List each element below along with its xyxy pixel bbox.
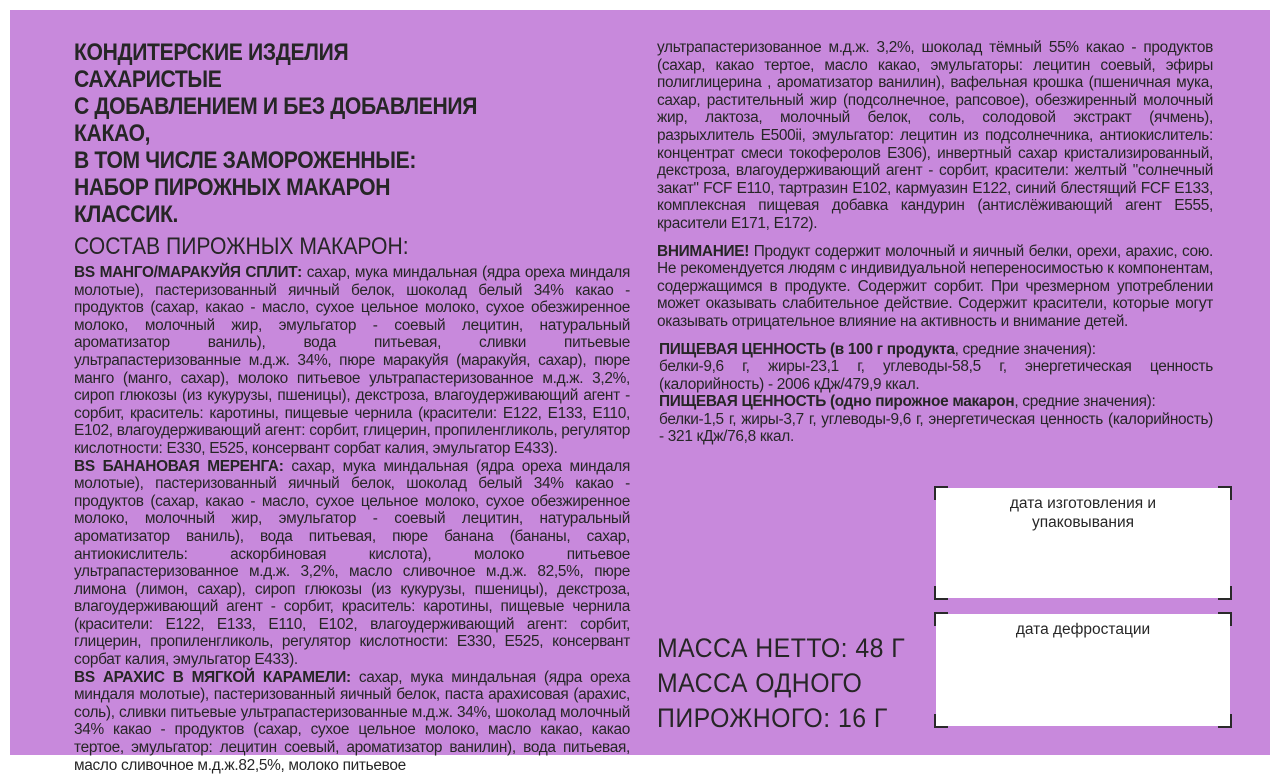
ingredient-text: сахар, мука миндальная (ядра ореха миндаля молотые), пастеризованный яичный белок, паста арахисовая (арахис, соль), сливки питьевые ультрапастеризованные м.д.ж. 34%, шоколад молочный 34% какао - продуктов (сахар, сухое цельное молоко, масло какао, какао тертое, эмульгатор: лецитин соевый, ароматизатор ванилин), вода питьевая, масло сливочное м.д.ж.82,5%, молоко питьевое (74, 668, 630, 774)
title-line: В ТОМ ЧИСЛЕ ЗАМОРОЖЕННЫЕ: (74, 147, 417, 174)
ingredient-continuation: ультрапастеризованное м.д.ж. 3,2%, шоколад тёмный 55% какао - продуктов (сахар, какао тертое, масло какао, эмульгаторы: лецитин соевый, эфиры полиглицерина , ароматизатор ванилин), вафельная крошка (пшеничная мука, сахар, растительный жир (подсолнечное, рапсовое), обезжиренный молочный жир, лактоза, молочный белок, соль, солодовой экстракт (ячмень), разрыхлитель Е500ii, эмульгатор: лецитин из подсолнечника, антиокислитель: концентрат смеси токоферолов Е306), инвертный сахар кристализированный, декстроза, влагоудерживающий агент - сорбит, красители: желтый "солнечный закат" FCF Е110, тартразин Е102, кармуазин Е122, синий блестящий FCF Е133, комплексная пищевая добавка кандурин (антислёживающий агент Е555, красители Е171, Е172). (657, 39, 1213, 232)
nutrition-basis: (в 100 г продукта (825, 340, 955, 358)
production-date-box (936, 488, 1230, 598)
production-date-label: дата изготовления и упаковывания (1009, 495, 1157, 531)
corner-mark (1218, 612, 1232, 626)
composition-heading: СОСТАВ ПИРОЖНЫХ МАКАРОН: (74, 233, 409, 260)
nutrition-label: ПИЩЕВАЯ ЦЕННОСТЬ (659, 393, 826, 411)
corner-mark (1218, 486, 1232, 500)
nutrition-suffix: , средние значения): (954, 340, 1096, 358)
ingredient-peanut (74, 669, 630, 774)
warning-label: ВНИМАНИЕ! (657, 242, 750, 260)
corner-mark (934, 612, 948, 626)
nutrition-label: ПИЩЕВАЯ ЦЕННОСТЬ (659, 340, 826, 358)
nutrition-values: белки-9,6 г, жиры-23,1 г, углеводы-58,5 г, энергетическая ценность (калорийность) - 2006 кДж/479,9 ккал. (659, 358, 1213, 393)
ingredient-mango (74, 264, 630, 458)
title-line: НАБОР ПИРОЖНЫХ МАКАРОН КЛАССИК. (74, 174, 391, 228)
defrost-date-box (936, 614, 1230, 726)
piece-mass-line: МАССА ОДНОГО (657, 668, 863, 698)
ingredient-text: сахар, мука миндальная (ядра ореха миндаля молотые), пастеризованный яичный белок, шоколад белый 34% какао - продуктов (сахар, какао - масло, сухое цельное молоко, сухое обезжиренное молоко, молочный жир, эмульгатор - соевый лецитин, натуральный ароматизатор ваниль), вода питьевая, сливки питьевые ультрапастеризованные м.д.ж. 34%, пюре маракуйя (маракуйя, сахар), пюре манго (манго, сахар), молоко питьевое ультрапастеризованное м.д.ж. 3,2%, сироп глюкозы (из кукурузы, пшеницы), декстроза, влагоудерживающий агент - сорбит, краситель: каротины, пищевые чернила (красители: Е122, Е133, Е110, Е102, влагоудерживающий агент: сорбит, глицерин, пропиленгликоль, регулятор кислотности: Е330, Е525, консервант сорбат калия, эмульгатор Е433). (74, 264, 630, 457)
warning-text (657, 243, 1213, 331)
ingredient-name: BS МАНГО/МАРАКУЙЯ СПЛИТ: (74, 264, 302, 281)
nutrition-per-piece (657, 393, 1213, 446)
nutrition-suffix: , средние значения): (1014, 393, 1156, 411)
corner-mark (934, 586, 948, 600)
title-line: С ДОБАВЛЕНИЕМ И БЕЗ ДОБАВЛЕНИЯ КАКАО, (74, 93, 478, 147)
ingredient-name: BS БАНАНОВАЯ МЕРЕНГА: (74, 457, 284, 475)
corner-mark (934, 486, 948, 500)
net-mass (657, 631, 905, 736)
warning-body: Продукт содержит молочный и яичный белки, орехи, арахис, сою. Не рекомендуется людям с индивидуальной непереносимостью к компонентам, содержащимся в продукте. Содержит сорбит. При чрезмерном употреблении может оказывать слабительное действие. Содержит красители, которые могут оказывать отрицательное влияние на активность и внимание детей. (657, 242, 1213, 330)
nutrition-values: белки-1,5 г, жиры-3,7 г, углеводы-9,6 г, энергетическая ценность (калорийность) - 321 кДж/76,8 ккал. (659, 410, 1213, 446)
corner-mark (1218, 714, 1232, 728)
net-mass-line: МАССА НЕТТО: 48 Г (657, 633, 906, 663)
corner-mark (1218, 586, 1232, 600)
defrost-date-label: дата дефростации (1015, 621, 1151, 638)
ingredient-banana (74, 458, 630, 669)
right-column (657, 39, 1213, 446)
corner-mark (934, 714, 948, 728)
piece-mass-line: ПИРОЖНОГО: 16 Г (657, 703, 888, 733)
nutrition-basis: (одно пирожное макарон (825, 393, 1015, 411)
ingredient-text: сахар, мука миндальная (ядра ореха миндаля молотые), пастеризованный яичный белок, шоколад белый 34% какао - продуктов (сахар, какао - масло, сухое цельное молоко, сухое обезжиренное молоко, молочный жир, эмульгатор - соевый лецитин, натуральный ароматизатор ваниль), вода питьевая, пюре банана (бананы, сахар, антиокислитель: аскорбиновая кислота), молоко питьевое ультрапастеризованное м.д.ж. 3,2%, масло сливочное м.д.ж. 82,5%, пюре лимона (лимон, сахар), сироп глюкозы (из кукурузы, пшеницы), декстроза, влагоудерживающий агент - сорбит, краситель: каротины, пищевые чернила (красители: Е122, Е133, Е110, Е102, влагоудерживающий агент: сорбит, глицерин, пропиленгликоль, регулятор кислотности: Е330, Е525, консервант сорбат калия, эмульгатор Е433). (74, 457, 630, 669)
product-title (74, 39, 496, 228)
ingredient-name: BS АРАХИС В МЯГКОЙ КАРАМЕЛИ: (74, 668, 351, 686)
nutrition-100g (657, 341, 1213, 394)
left-column (74, 39, 630, 774)
title-line: КОНДИТЕРСКИЕ ИЗДЕЛИЯ САХАРИСТЫЕ (74, 39, 349, 93)
